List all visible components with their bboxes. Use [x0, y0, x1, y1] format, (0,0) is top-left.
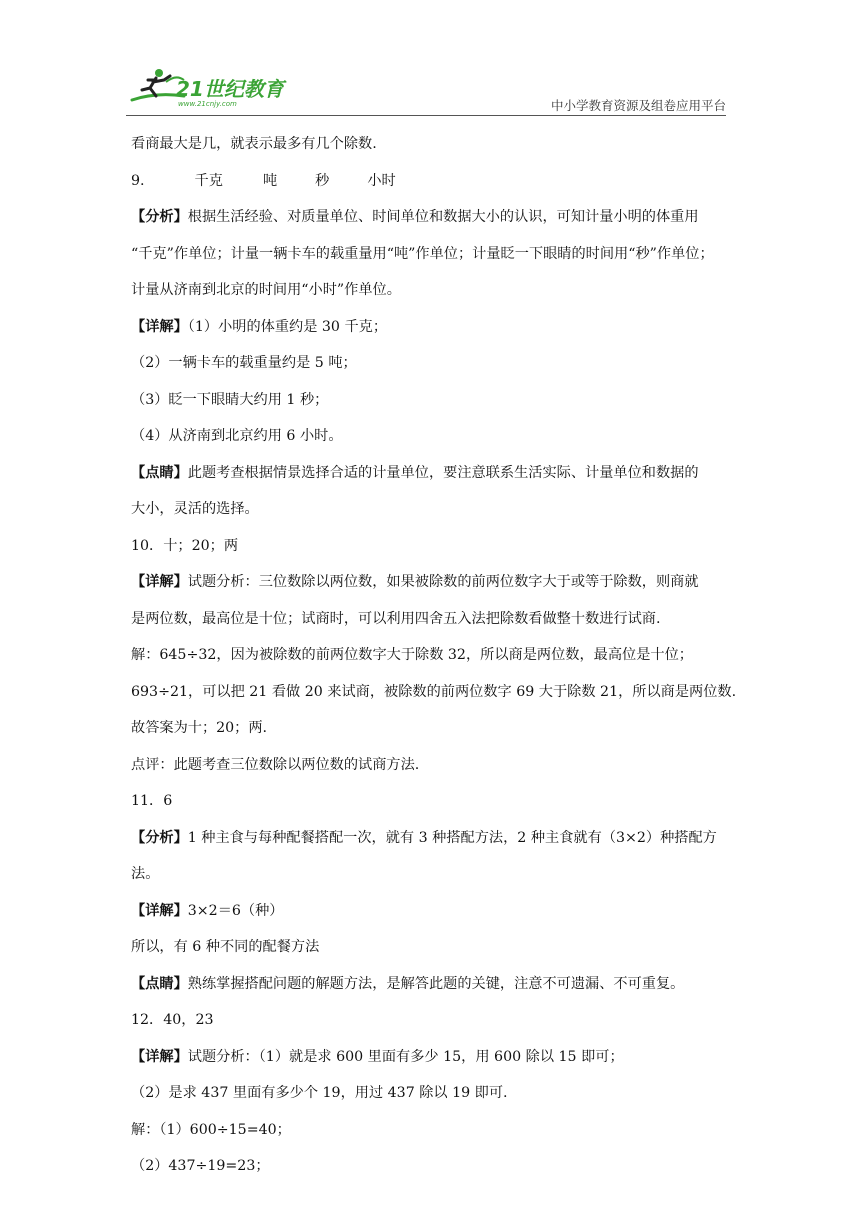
q12-answer-line: 12．40，23	[131, 1012, 214, 1028]
svg-text:21世纪教育: 21世纪教育	[176, 77, 284, 101]
q9-answer-line	[131, 171, 731, 191]
q10-solution-line-2: 693÷21，可以把 21 看做 20 来试商，被除数的前两位数字 69 大于除数 21，所以商是两位数.	[131, 683, 737, 700]
q9-detail-1-text: （1）小明的体重约是 30 千克；	[187, 318, 388, 335]
detail-tag: 【详解】	[131, 574, 188, 590]
q9-analysis-line-3: 计量从济南到北京的时间用“小时”作单位。	[131, 282, 401, 298]
site-logo	[126, 66, 296, 114]
q10-solution	[131, 645, 737, 702]
logo-runner-icon	[126, 66, 296, 114]
q9-detail-1	[131, 317, 731, 337]
q9-analysis-line-2: “千克”作单位；计量一辆卡车的载重量用“吨”作单位；计量眨一下眼睛的时间用“秒”作单位；	[131, 245, 714, 262]
q9-answer-3: 秒	[315, 172, 330, 189]
q9-comment-line-1: 此题考查根据情景选择合适的计量单位，要注意联系生活实际、计量单位和数据的	[187, 464, 699, 481]
q10-detail-line-1: 试题分析：三位数除以两位数，如果被除数的前两位数字大于或等于除数，则商就	[187, 574, 699, 590]
q10-solution-line-1: 解：645÷32，因为被除数的前两位数字大于除数 32，所以商是两位数，最高位是十位；	[131, 647, 693, 663]
q11-detail	[131, 901, 731, 921]
page-header	[126, 66, 726, 118]
q10-detail	[131, 572, 731, 629]
q9-analysis	[131, 207, 731, 300]
q9-detail-4: （4）从济南到北京约用 6 小时。	[131, 428, 343, 444]
q11-analysis	[131, 828, 731, 885]
q10-conclusion: 故答案为十；20；两.	[131, 720, 268, 736]
detail-tag: 【详解】	[131, 902, 188, 919]
svg-text:www.21cnjy.com: www.21cnjy.com	[178, 100, 237, 108]
analysis-tag: 【分析】	[131, 829, 188, 846]
text-line: 看商最大是几，就表示最多有几个除数.	[131, 136, 377, 152]
q9-detail-2: （2）一辆卡车的载重量约是 5 吨；	[131, 355, 357, 371]
q12-detail-text: 试题分析：（1）就是求 600 里面有多少 15，用 600 除以 15 即可；	[187, 1048, 624, 1065]
q9-comment	[131, 463, 731, 520]
q9-answer-1: 千克	[194, 172, 223, 189]
detail-tag: 【详解】	[131, 1048, 188, 1065]
q9-detail-3: （3）眨一下眼睛大约用 1 秒；	[131, 391, 329, 408]
comment-tag: 【点睛】	[131, 464, 188, 481]
q11-analysis-line-2: 法。	[131, 866, 160, 882]
q11-comment	[131, 974, 731, 994]
q11-analysis-line-1: 1 种主食与每种配餐搭配一次，就有 3 种搭配方法，2 种主食就有（3×2）种搭配方	[187, 829, 717, 846]
answer-content	[131, 134, 737, 1193]
q11-result: 所以，有 6 种不同的配餐方法	[131, 939, 320, 955]
header-tagline: 中小学教育资源及组卷应用平台	[550, 98, 726, 113]
header-divider	[126, 115, 726, 116]
q12-detail-2: （2）是求 437 里面有多少个 19，用过 437 除以 19 即可.	[131, 1085, 508, 1101]
q11-comment-text: 熟练掌握搭配问题的解题方法，是解答此题的关键，注意不可遗漏、不可重复。	[187, 975, 685, 992]
analysis-tag: 【分析】	[131, 209, 188, 225]
comment-tag: 【点睛】	[131, 975, 188, 992]
q11-answer-line: 11．6	[131, 793, 173, 809]
q9-comment-line-2: 大小，灵活的选择。	[131, 501, 259, 517]
q9-answer-2: 吨	[262, 172, 278, 189]
q9-analysis-line-1: 根据生活经验、对质量单位、时间单位和数据大小的认识，可知计量小明的体重用	[187, 209, 699, 225]
q10-detail-line-2: 是两位数，最高位是十位；试商时，可以利用四舍五入法把除数看做整十数进行试商.	[131, 610, 661, 627]
detail-tag: 【详解】	[131, 318, 188, 335]
q9-answer-4: 小时	[367, 172, 396, 189]
q10-review: 点评：此题考查三位数除以两位数的试商方法.	[131, 756, 420, 773]
q12-solution-2: （2）437÷19=23；	[131, 1158, 270, 1174]
q10-answer-line: 10．十；20；两	[131, 537, 239, 554]
q12-detail	[131, 1047, 731, 1067]
q12-solution-1: 解：（1）600÷15=40；	[131, 1121, 291, 1138]
q9-number: 9.	[131, 172, 145, 189]
q11-detail-text: 3×2＝6（种）	[187, 902, 284, 919]
